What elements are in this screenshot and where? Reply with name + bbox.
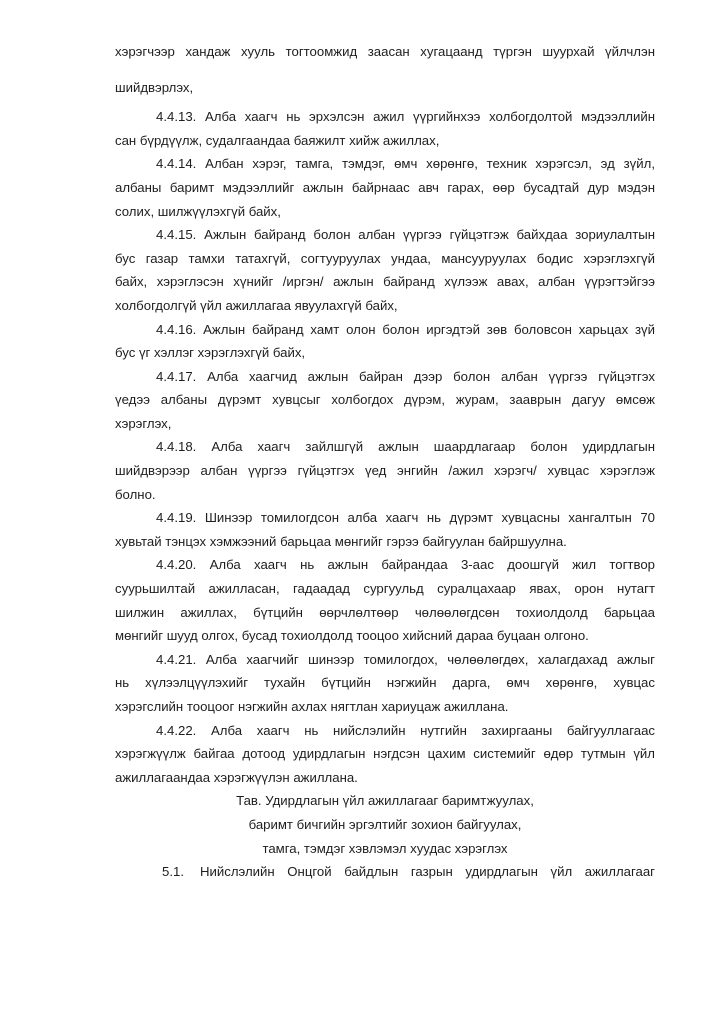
clause-4-4-18	[115, 435, 655, 506]
clause-number: 4.4.14.	[156, 156, 197, 172]
text-line: шилжин ажиллах, бүтцийн өөрчлөлтөөр чөлөөлөгдсөн тохиолдолд барьцаа	[115, 604, 655, 620]
clause-text: Шинээр томилогдсон алба хаагч нь дүрэмт хувцасны хангалтын 70	[204, 510, 655, 526]
clause-text: Алба хаагч нь ажлын байрандаа 3-аас доошгүй жил тогтвор	[209, 557, 655, 573]
text-line: байх, хэрэглэсэн хүнийг /иргэн/ ажлын байранд хүлээж авах, албан үүрэгтэйгээ	[115, 274, 655, 290]
text-line	[115, 435, 655, 459]
clause-number: 4.4.21.	[156, 651, 197, 667]
text-line: хэрэгслийн тооцоог нэгжийн ахлах нягтлан хариуцаж ажиллана.	[115, 699, 509, 715]
clause-4-4-22	[115, 719, 655, 790]
text-line	[115, 105, 655, 129]
text-line	[115, 648, 655, 672]
text-line: шийдвэрээр албан үүргээ гүйцэтгэх үед энгийн /ажил хэрэгч/ хувцас хэрэглэж	[115, 463, 655, 479]
clause-number: 4.4.22.	[156, 722, 197, 738]
heading-line: Тав. Удирдлагын үйл ажиллагааг баримтжуулах,	[236, 793, 534, 809]
text-line	[115, 365, 655, 389]
clause-number: 4.4.18.	[156, 439, 197, 455]
heading-line: тамга, тэмдэг хэвлэмэл хуудас хэрэглэх	[262, 840, 508, 856]
text-line: үедээ албаны дүрэмт хувцсыг холбогдох дүрэм, журам, зааврын дагуу өмсөж	[115, 392, 655, 408]
clause-text: Ажлын байранд хамт олон болон иргэдтэй зөв боловсон харьцах зүй	[203, 321, 655, 337]
clause-4-4-16	[115, 318, 655, 365]
clause-text: Алба хаагч зайлшгүй ажлын шаардлагаар болон удирдлагын	[211, 439, 655, 455]
continued-paragraph	[115, 40, 655, 100]
text-line: хэрэгчээр хандаж хууль тогтоомжид заасан хугацаанд түргэн шуурхай үйлчлэн	[115, 44, 655, 59]
clause-number: 4.4.13.	[156, 109, 197, 125]
clause-4-4-20	[115, 553, 655, 647]
text-line: болно.	[115, 486, 156, 502]
clause-4-4-13	[115, 105, 655, 152]
text-line: сан бүрдүүлж, судалгаандаа баяжилт хийж ажиллах,	[115, 132, 440, 148]
text-line: хэрэгжүүлж байгаа дотоод удирдлагын нэгдсэн цахим системийг өдөр тутмын үйл	[115, 746, 655, 762]
text-line	[115, 553, 655, 577]
clause-number: 5.1.	[162, 864, 184, 880]
text-line	[115, 506, 655, 530]
clause-list	[115, 105, 655, 789]
text-line	[115, 152, 655, 176]
text-line: солих, шилжүүлэхгүй байх,	[115, 203, 281, 219]
text-line	[115, 318, 655, 342]
clause-5-1	[115, 860, 655, 884]
clause-text: Ажлын байранд болон албан үүргээ гүйцэтгэж байхдаа зориулалтын	[204, 227, 655, 243]
text-line: хувьтай тэнцэх хэмжээний барьцаа мөнгийг гэрээ байгуулан байршуулна.	[115, 533, 567, 549]
clause-text: Алба хаагч нь нийслэлийн нутгийн захиргааны байгууллагаас	[211, 722, 655, 738]
clause-number: 4.4.16.	[156, 321, 197, 337]
text-line: мөнгийг шууд олгох, бусад тохиолдолд тооцоо хийсний дараа буцаан олгоно.	[115, 628, 589, 644]
clause-text: Алба хаагчийг шинээр томилогдох, чөлөөлөгдөх, халагдахад ажлыг	[205, 651, 655, 667]
text-line: ажиллагаандаа хэрэгжүүлэн ажиллана.	[115, 769, 358, 785]
clause-number: 4.4.15.	[156, 227, 197, 243]
clause-number: 4.4.17.	[156, 368, 197, 384]
section-heading	[115, 789, 655, 860]
clause-4-4-19	[115, 506, 655, 553]
text-line: бус үг хэллэг хэрэглэхгүй байх,	[115, 345, 306, 361]
clause-4-4-15	[115, 223, 655, 317]
clause-text: Алба хаагчид ажлын байран дээр болон албан үүргээ гүйцэтгэх	[207, 368, 655, 384]
text-line: нь хүлээлцүүлэхийг тухайн бүтцийн нэгжийн дарга, өмч хөрөнгө, хувцас	[115, 675, 655, 691]
clause-number: 4.4.19.	[156, 510, 197, 526]
clause-text: Албан хэрэг, тамга, тэмдэг, өмч хөрөнгө, техник хэрэгсэл, эд зүйл,	[205, 156, 655, 172]
clause-4-4-14	[115, 152, 655, 223]
clause-number: 4.4.20.	[156, 557, 197, 573]
text-line: суурьшилтай ажилласан, гадаадад сургуульд суралцахаар явах, орон нутагт	[115, 581, 655, 597]
clause-4-4-17	[115, 365, 655, 436]
text-line: шийдвэрлэх,	[115, 79, 194, 95]
text-line: бус газар тамхи татахгүй, согтууруулах ундаа, мансууруулах бодис хэрэглэхгүй	[115, 250, 655, 266]
text-line: холбогдолгүй үйл ажиллагаа явуулахгүй байх,	[115, 297, 398, 313]
text-line	[115, 719, 655, 743]
text-line: албаны баримт мэдээллийг ажлын байрнаас авч гарах, өөр бусадтай дур мэдэн	[115, 179, 655, 195]
heading-line: баримт бичгийн эргэлтийг зохион байгуулах,	[248, 816, 522, 832]
clause-4-4-21	[115, 648, 655, 719]
clause-text: Нийслэлийн Онцгой байдлын газрын удирдлагын үйл ажиллагааг	[200, 864, 655, 880]
text-line: хэрэглэх,	[115, 415, 172, 431]
clause-text: Алба хаагч нь эрхэлсэн ажил үүргийнхээ холбогдолтой мэдээллийн	[205, 109, 655, 125]
text-line	[115, 223, 655, 247]
document-body	[115, 40, 655, 884]
